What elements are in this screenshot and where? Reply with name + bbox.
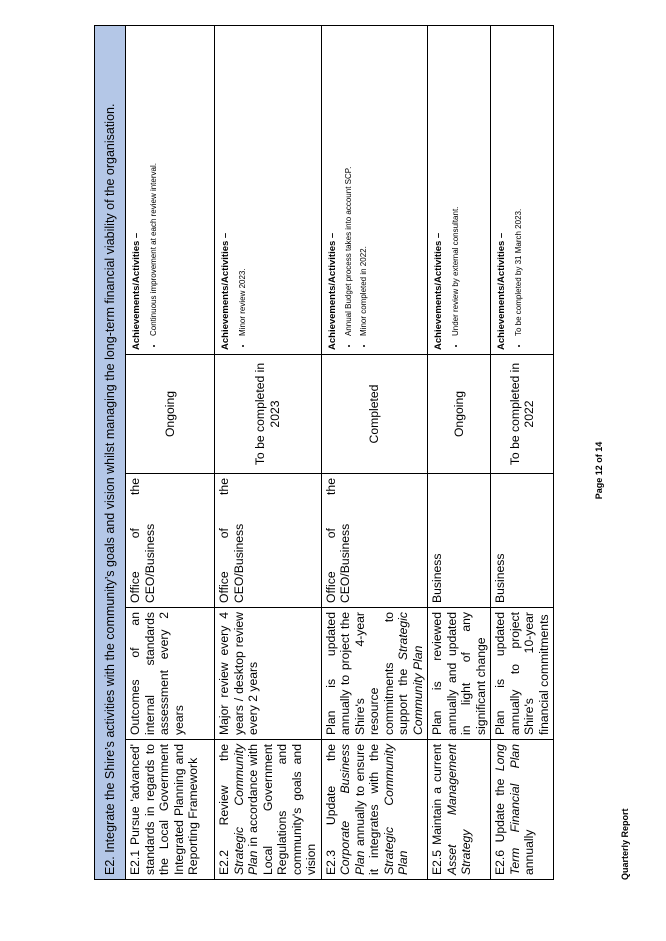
table-row	[321, 26, 428, 880]
achievements-heading: Achievements/Activities –	[220, 232, 231, 350]
measure-cell	[491, 608, 554, 740]
achievement-item: • Minor review 2023.	[237, 30, 249, 336]
measure-cell	[215, 608, 322, 740]
measure-cell-text: Plan is updated annually to project the Shire's 4-year resource commitments to support the	[323, 612, 410, 735]
achievement-item: • Continuous improvement at each review interval.	[148, 30, 160, 336]
responsibility-cell: Business	[428, 474, 491, 608]
objective-cell	[126, 740, 215, 880]
objective-cell-text: Corporate Business Plan	[338, 744, 367, 875]
achievements-heading: Achievements/Activities –	[496, 232, 507, 350]
status-cell: Ongoing	[428, 355, 491, 474]
objective-cell	[215, 740, 322, 880]
achievements-heading: Achievements/Activities –	[131, 232, 142, 350]
measure-cell-text: Outcomes of an internal standards assessment every 2 years	[128, 612, 186, 735]
table-row	[428, 26, 491, 880]
achievements-list	[450, 30, 462, 350]
measure-cell	[126, 608, 215, 740]
objective-cell-text: annually	[522, 829, 536, 875]
measure-cell-text: Plan is reviewed annually and updated in light of any significant change	[430, 612, 488, 735]
table-row	[491, 26, 554, 880]
objective-cell-text: annually to ensure it integrates with the	[352, 744, 381, 875]
objective-cell-text: E2.3 Update the	[323, 744, 338, 875]
status-cell: To be completed in 2023	[215, 355, 322, 474]
status-cell: To be completed in 2022	[491, 355, 554, 474]
objective-cell-text: Long Term Financial Plan	[493, 744, 522, 875]
achievement-item: • Annual Budget process takes into account SCP.	[343, 30, 355, 336]
status-cell: Ongoing	[126, 355, 215, 474]
responsibility-cell: Office of the CEO/Business	[126, 474, 215, 608]
achievements-cell	[428, 26, 491, 355]
achievement-item: • Under review by external consultant.	[450, 30, 462, 336]
responsibility-cell: Office of the CEO/Business	[321, 474, 428, 608]
achievements-list	[237, 30, 249, 350]
objective-cell	[321, 740, 428, 880]
achievements-list	[343, 30, 370, 350]
achievement-item: • To be completed by 31 March 2023.	[513, 30, 525, 336]
objective-cell-text: Asset Management Strategy	[444, 744, 473, 875]
objective-cell-text: E2.6 Update the	[493, 771, 507, 875]
table-header: E2. Integrate the Shire’s activities with the community’s goals and vision whilst managing the long-term financial viability of the organisation.	[95, 26, 126, 880]
table-row	[126, 26, 215, 880]
achievements-cell	[215, 26, 322, 355]
objective-cell	[428, 740, 491, 880]
responsibility-cell: Business	[491, 474, 554, 608]
measure-cell-text: Major review every 4 years / desktop review every 2 years	[217, 612, 260, 735]
measure-cell-text: Strategic Community Plan	[396, 612, 425, 735]
table-header-row	[95, 26, 126, 880]
achievements-cell	[126, 26, 215, 355]
achievements-cell	[321, 26, 428, 355]
table-row	[215, 26, 322, 880]
achievements-cell	[491, 26, 554, 355]
achievements-heading: Achievements/Activities –	[433, 232, 444, 350]
achievements-heading: Achievements/Activities –	[326, 232, 338, 350]
page-number: Page 12 of 14	[594, 441, 604, 500]
objective-cell-text: E2.1 Pursue 'advanced' standards in regards to the Local Government Integrated Planning and Reporting Framework	[128, 744, 200, 875]
objective-cell-text: E2.2 Review the	[217, 744, 231, 875]
objective-cell	[491, 740, 554, 880]
objective-cell-text: in accordance with Local Government Regulations and community's goals and vision	[246, 744, 318, 875]
measure-cell-text: Plan is updated annually to project Shire's 10-year financial commitments	[493, 612, 551, 735]
responsibility-cell: Office of the CEO/Business	[215, 474, 322, 608]
measure-cell	[321, 608, 428, 740]
measure-cell	[428, 608, 491, 740]
achievements-list	[513, 30, 525, 350]
objective-cell-text: Strategic Community Plan	[381, 744, 410, 875]
report-title: Quarterly Report	[620, 808, 630, 880]
status-cell: Completed	[321, 355, 428, 474]
achievements-list	[148, 30, 160, 350]
objectives-table	[94, 25, 554, 880]
objective-cell-text: Strategic Community Plan	[231, 744, 260, 875]
achievement-item: • Minor completed in 2022.	[358, 30, 370, 336]
objective-cell-text: E2.5 Maintain a current	[430, 744, 444, 875]
